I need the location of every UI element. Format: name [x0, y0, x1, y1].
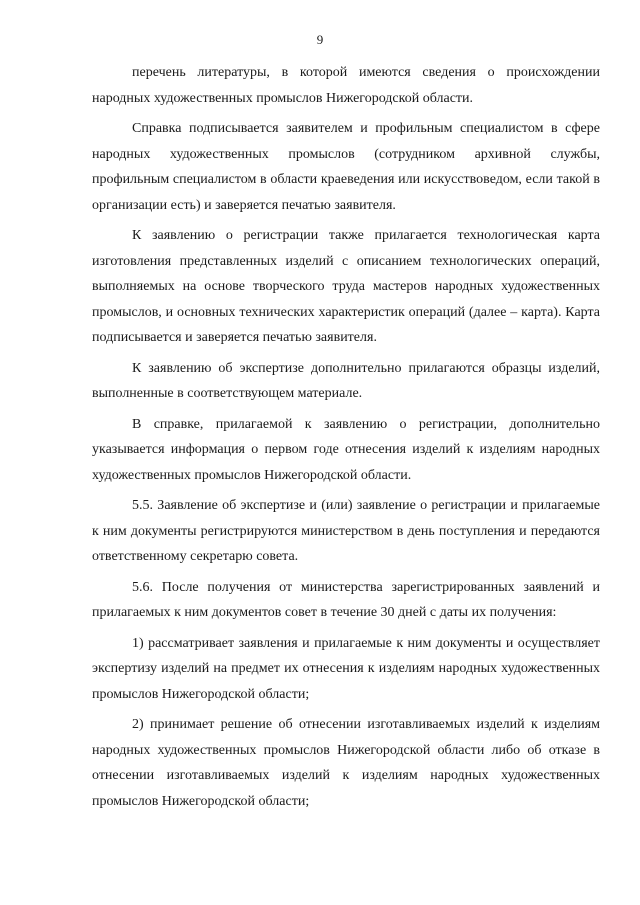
paragraph-5-6-council: 5.6. После получения от министерства зарегистрированных заявлений и прилагаемых к ним документов совет в течение 30 дней с даты их получения: — [92, 579, 600, 620]
paragraph-technological-card: К заявлению о регистрации также прилагается технологическая карта изготовления представленных изделий с описанием технологических операций, выполняемых на основе творческого труда мастеров народных художественных промыслов, и основных технических характеристик операций (далее – карта). Карта подписывается и заверяется печатью заявителя. — [92, 228, 600, 345]
paragraph-literature-list: перечень литературы, в которой имеются сведения о происхождении народных художественных промыслов Нижегородской области. — [92, 65, 600, 106]
paragraph-item-2-decision: 2) принимает решение об отнесении изготавливаемых изделий к изделиям народных художественных промыслов Нижегородской области либо об отказе в отнесении изготавливаемых изделий к изделиям народных художественных промыслов Нижегородской области; — [92, 717, 600, 809]
document-body — [92, 60, 600, 814]
paragraph-expertise-samples: К заявлению об экспертизе дополнительно прилагаются образцы изделий, выполненные в соответствующем материале. — [92, 360, 600, 401]
paragraph-5-5-registration: 5.5. Заявление об экспертизе и (или) заявление о регистрации и прилагаемые к ним документы регистрируются министерством в день поступления и передаются ответственному секретарю совета. — [92, 498, 600, 564]
page-number: 9 — [316, 32, 324, 47]
paragraph-certificate-signature: Справка подписывается заявителем и профильным специалистом в сфере народных художественных промыслов (сотрудником архивной службы, профильным специалистом в области краеведения или искусствоведом, если такой в организации есть) и заверяется печатью заявителя. — [92, 121, 600, 213]
paragraph-first-year-info: В справке, прилагаемой к заявлению о регистрации, дополнительно указывается информация о первом годе отнесения изделий к изделиям народных художественных промыслов Нижегородской области. — [92, 416, 600, 483]
paragraph-item-1-review: 1) рассматривает заявления и прилагаемые к ним документы и осуществляет экспертизу изделий на предмет их отнесения к изделиям народных художественных промыслов Нижегородской области; — [92, 635, 600, 702]
